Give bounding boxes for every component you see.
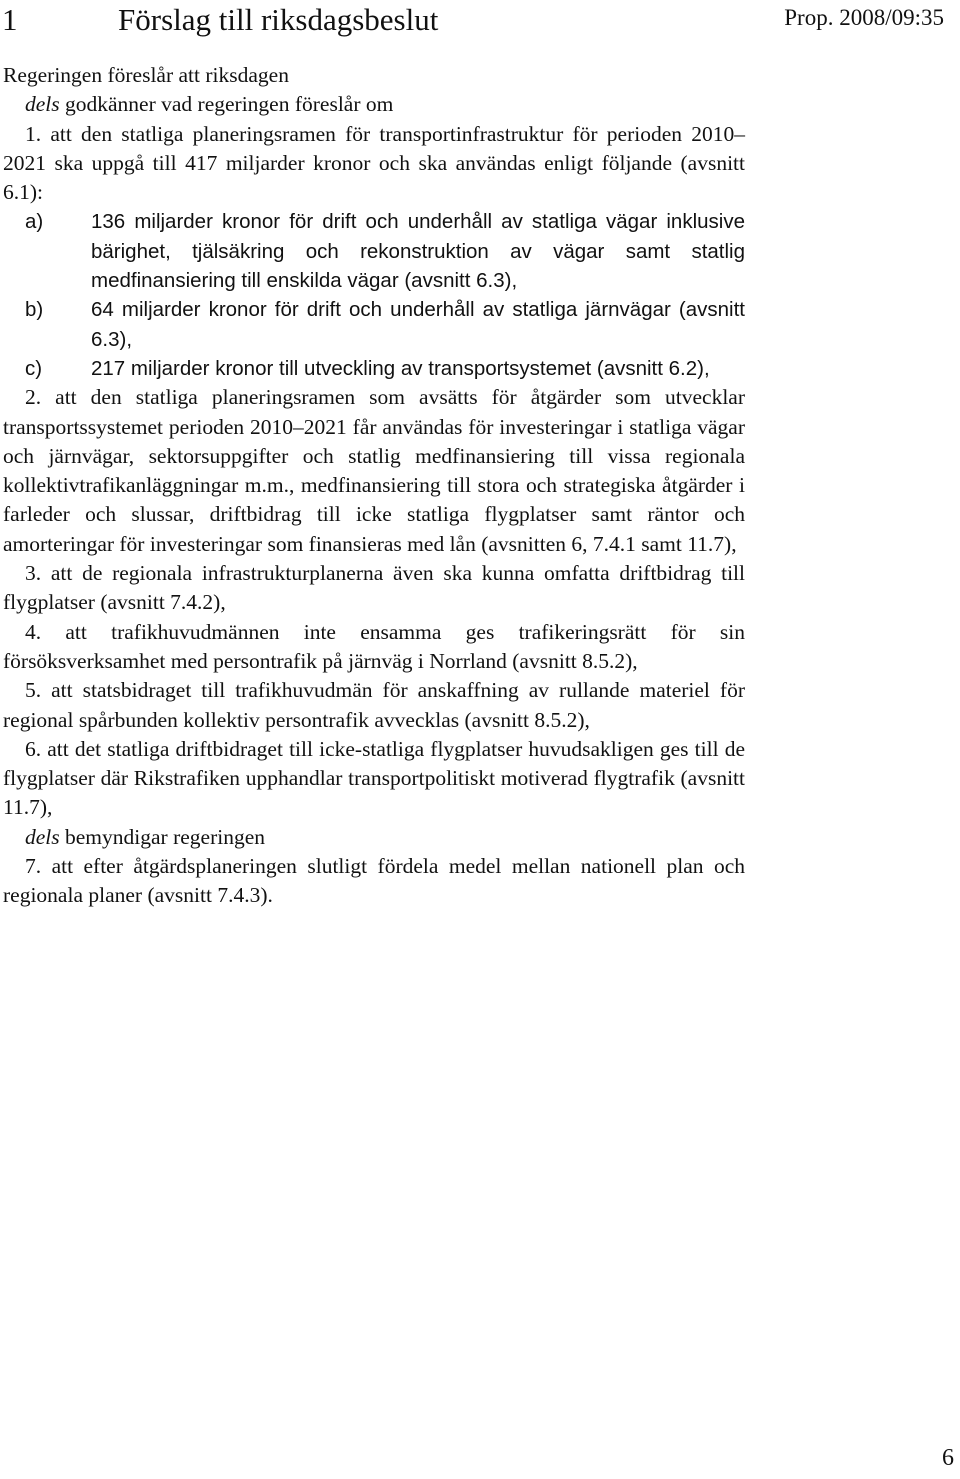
sub-item-b <box>25 295 745 354</box>
proposal-item-1: 1. att den statliga planeringsramen för transportinfrastruktur för perioden 2010–2021 ska uppgå till 417 miljarder kronor och ska användas enligt följande (avsnitt 6.1): <box>3 121 745 205</box>
dels-italic: dels <box>25 92 60 117</box>
sub-item-letter: c) <box>25 356 43 380</box>
proposition-reference: Prop. 2008/09:35 <box>784 5 944 30</box>
proposal-item-7: 7. att efter åtgärdsplaneringen slutligt fördela medel mellan nationell plan och regionala planer (avsnitt 7.4.3). <box>3 854 745 908</box>
chapter-title: Förslag till riksdagsbeslut <box>118 2 439 37</box>
proposal-item-4: 4. att trafikhuvudmännen inte ensamma ges trafikeringsrätt för sin försöksverksamhet med persontrafik på järnväg i Norrland (avsnitt 8.5.2), <box>3 619 745 673</box>
dels-approve-text: godkänner vad regeringen föreslår om <box>59 92 394 117</box>
sub-item-a <box>25 207 745 295</box>
dels-authorize-line <box>3 823 745 852</box>
sub-item-c <box>25 354 745 383</box>
proposal-item-2: 2. att den statliga planeringsramen som avsätts för åtgärder som utvecklar transportssystemet perioden 2010–2021 får användas för investeringar i statliga vägar och järnvägar, sektorsuppgifter och statlig medfinansiering till vissa regionala kollektivtrafikanläggningar m.m., medfinansiering till stora och strategiska åtgärder i farleder och slussar, driftbidrag till icke statliga flygplatser samt räntor och amorteringar för investeringar som finansieras med lån (avsnitten 6, 7.4.1 samt 11.7), <box>3 385 745 556</box>
chapter-number: 1 <box>2 2 18 37</box>
dels-authorize-text: bemyndigar regeringen <box>59 824 266 849</box>
sub-item-text: 217 miljarder kronor till utveckling av transportsystemet (avsnitt 6.2), <box>91 356 710 380</box>
dels-approve-line <box>3 90 745 119</box>
page-number: 6 <box>942 1445 954 1471</box>
chapter-heading <box>2 2 438 38</box>
intro-line: Regeringen föreslår att riksdagen <box>3 63 289 87</box>
sub-item-text: 64 miljarder kronor för drift och underhåll av statliga järnvägar (avsnitt 6.3), <box>91 298 745 351</box>
dels-italic: dels <box>25 824 60 849</box>
proposal-item-3: 3. att de regionala infrastrukturplanerna även ska kunna omfatta driftbidrag till flygplatser (avsnitt 7.4.2), <box>3 561 745 615</box>
sub-item-text: 136 miljarder kronor för drift och underhåll av statliga vägar inklusive bärighet, tjälsäkring och rekonstruktion av vägar samt statlig medfinansiering till enskilda vägar (avsnitt 6.3), <box>91 210 745 293</box>
sub-item-letter: a) <box>25 210 44 234</box>
proposal-item-5: 5. att statsbidraget till trafikhuvudmän för anskaffning av rullande materiel för regional spårbunden kollektiv persontrafik avvecklas (avsnitt 8.5.2), <box>3 678 745 732</box>
proposal-item-6: 6. att det statliga driftbidraget till icke-statliga flygplatser huvudsakligen ges till de flygplatser där Rikstrafiken upphandlar transportpolitiskt motiverad flygtrafik (avsnitt 11.7), <box>3 736 745 820</box>
document-body <box>3 61 745 911</box>
sub-item-letter: b) <box>25 298 44 322</box>
